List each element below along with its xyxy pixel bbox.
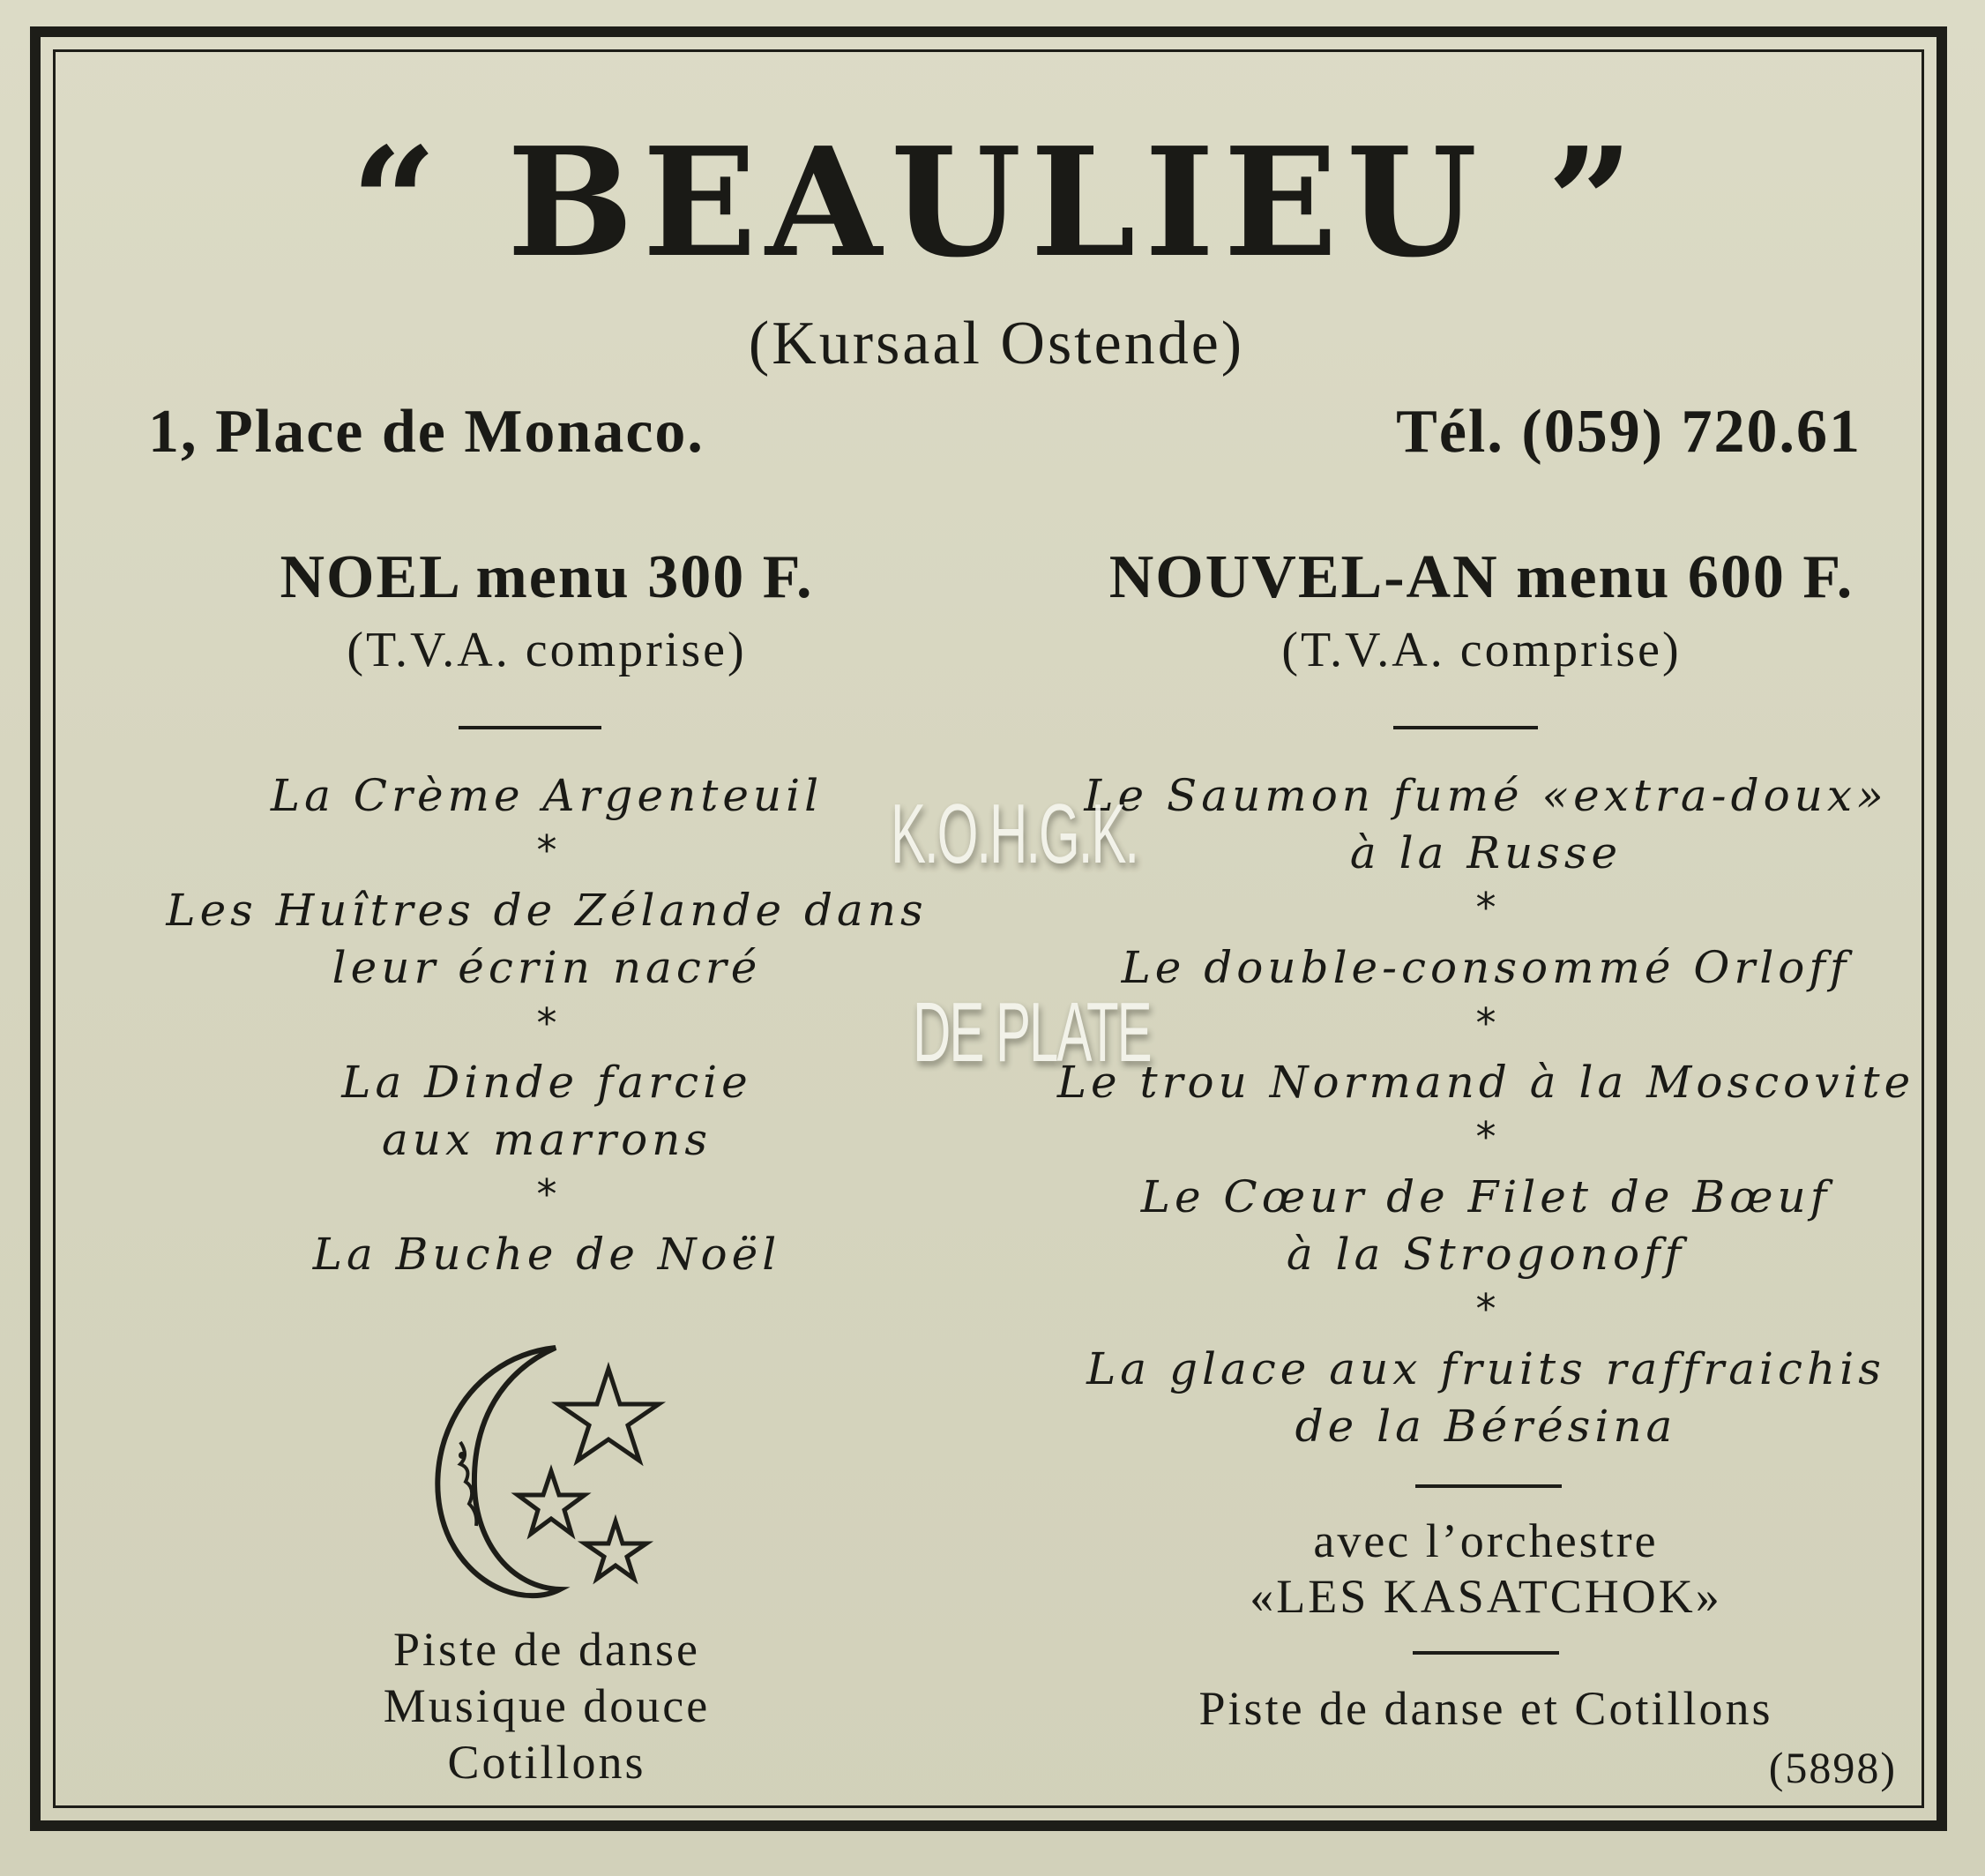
noel-separator: * (536, 999, 557, 1047)
noel-course: La Dinde farcie (341, 1057, 752, 1108)
restaurant-address: 1, Place de Monaco. (148, 398, 705, 466)
advert-reference-number: (5898) (1768, 1743, 1897, 1792)
noel-separator: * (536, 1170, 557, 1218)
noel-menu-heading: NOEL menu 300 F. (280, 543, 814, 611)
nouvel-an-footer: Piste de danse et Cotillons (1198, 1682, 1773, 1735)
nouvel-an-course: La glace aux fruits raffraichis (1086, 1343, 1885, 1394)
nouvel-an-tva-note: (T.V.A. comprise) (1281, 623, 1682, 677)
restaurant-subtitle: (Kursaal Ostende) (748, 310, 1245, 377)
nouvel-an-course: à la Strogonoff (1286, 1229, 1686, 1280)
noel-course: leur écrin nacré (332, 942, 762, 993)
nouvel-an-course: Le trou Normand à la Moscovite (1056, 1057, 1915, 1108)
watermark-line: DE PLATE (913, 984, 1151, 1080)
nouvel-an-menu-heading: NOUVEL-AN menu 600 F. (1108, 543, 1854, 611)
nouvel-an-separator: * (1475, 1113, 1496, 1161)
moon-and-stars-icon (406, 1332, 688, 1614)
nouvel-an-separator: * (1475, 884, 1496, 931)
noel-course: aux marrons (381, 1114, 713, 1165)
noel-course: Les Huîtres de Zélande dans (166, 885, 928, 936)
nouvel-an-course: Le Saumon fumé «extra-doux» (1084, 770, 1888, 821)
orchestra-bottom-divider (1413, 1651, 1559, 1655)
nouvel-an-separator: * (1475, 999, 1496, 1047)
orchestra-top-divider (1415, 1484, 1562, 1488)
noel-footer-line: Cotillons (447, 1736, 646, 1789)
nouvel-an-course: Le double-consommé Orloff (1121, 942, 1851, 993)
noel-separator: * (536, 826, 557, 874)
noel-footer-line: Musique douce (383, 1679, 711, 1732)
nouvel-an-divider (1393, 726, 1538, 729)
noel-tva-note: (T.V.A. comprise) (347, 623, 747, 677)
noel-divider (459, 726, 601, 729)
restaurant-phone: Tél. (059) 720.61 (1396, 398, 1862, 466)
noel-footer-line: Piste de danse (393, 1623, 700, 1676)
nouvel-an-course: de la Bérésina (1295, 1401, 1677, 1452)
noel-course: La Buche de Noël (312, 1229, 781, 1280)
nouvel-an-course: Le Cœur de Filet de Bœuf (1140, 1171, 1832, 1222)
nouvel-an-course: à la Russe (1349, 827, 1623, 878)
orchestra-intro: avec l’orchestre (1313, 1514, 1659, 1567)
nouvel-an-separator: * (1475, 1285, 1496, 1333)
restaurant-title: “ BEAULIEU ” (350, 115, 1643, 291)
noel-course: La Crème Argenteuil (270, 770, 824, 821)
orchestra-name: «LES KASATCHOK» (1250, 1570, 1722, 1623)
watermark-line: K.O.H.G.K. (891, 786, 1138, 881)
